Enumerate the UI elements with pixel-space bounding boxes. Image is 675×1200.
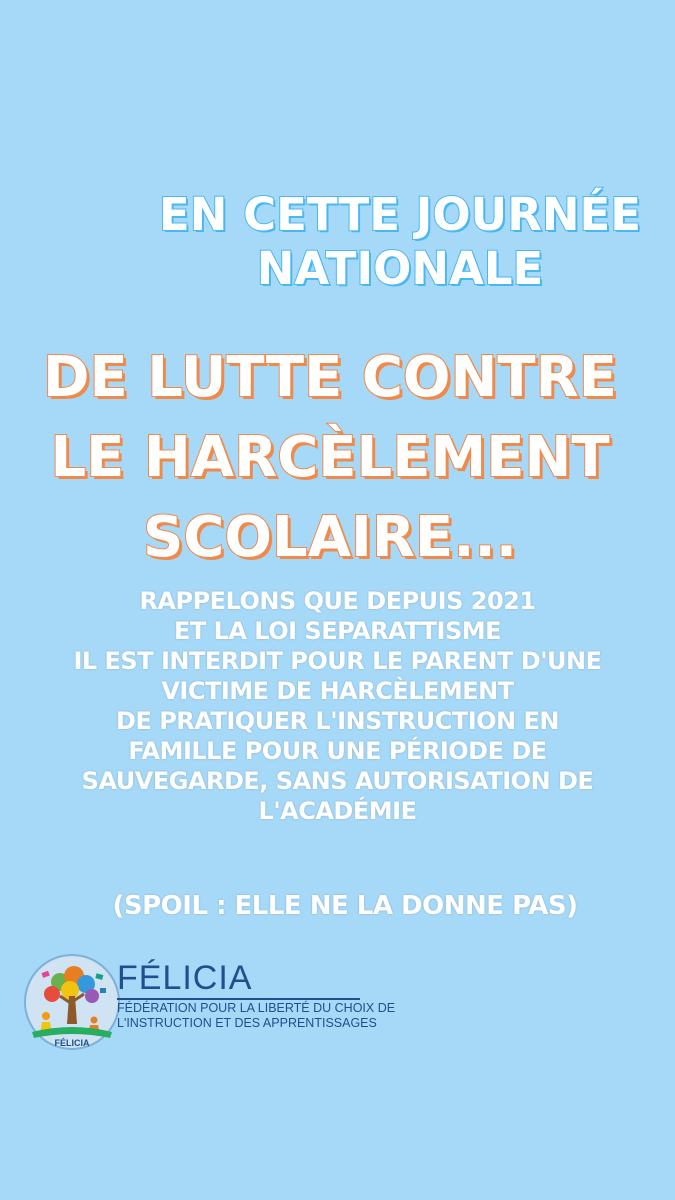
- body-line: ET LA LOI SEPARATTISME: [173, 617, 502, 645]
- headline-orange-line2: LE HARCÈLEMENT: [50, 425, 610, 490]
- body-text: [0, 586, 675, 826]
- headline-blue-line1: EN CETTE JOURNÉE: [159, 188, 641, 241]
- svg-text:FÉLICIA: FÉLICIA: [54, 1038, 90, 1048]
- brand-tagline-line1: FÉDÉRATION POUR LA LIBERTÉ DU CHOIX DE: [117, 1001, 396, 1015]
- headline-orange-line1: DE LUTTE CONTRE: [43, 345, 617, 410]
- brand-divider: [117, 998, 360, 1000]
- headline-orange: [0, 338, 660, 578]
- headline-blue-line2: NATIONALE: [256, 242, 544, 295]
- body-line: L'ACADÉMIE: [258, 797, 417, 825]
- body-line: VICTIME DE HARCÈLEMENT: [161, 677, 514, 705]
- body-line: DE PRATIQUER L'INSTRUCTION EN: [116, 707, 559, 735]
- headline-blue: [120, 188, 675, 296]
- spoiler-text: (SPOIL : ELLE NE LA DONNE PAS): [112, 891, 578, 921]
- brand-tagline: [117, 1001, 395, 1031]
- body-line: RAPPELONS QUE DEPUIS 2021: [139, 587, 536, 615]
- headline-orange-line3: SCOLAIRE...: [142, 505, 518, 570]
- brand-name: FÉLICIA: [117, 959, 253, 997]
- body-line: SAUVEGARDE, SANS AUTORISATION DE: [81, 767, 594, 795]
- tree-with-books-icon: [22, 952, 122, 1052]
- body-line: FAMILLE POUR UNE PÉRIODE DE: [128, 737, 547, 765]
- brand-tagline-line2: L'INSTRUCTION ET DES APPRENTISSAGES: [117, 1016, 377, 1030]
- body-line: IL EST INTERDIT POUR LE PARENT D'UNE: [73, 647, 602, 675]
